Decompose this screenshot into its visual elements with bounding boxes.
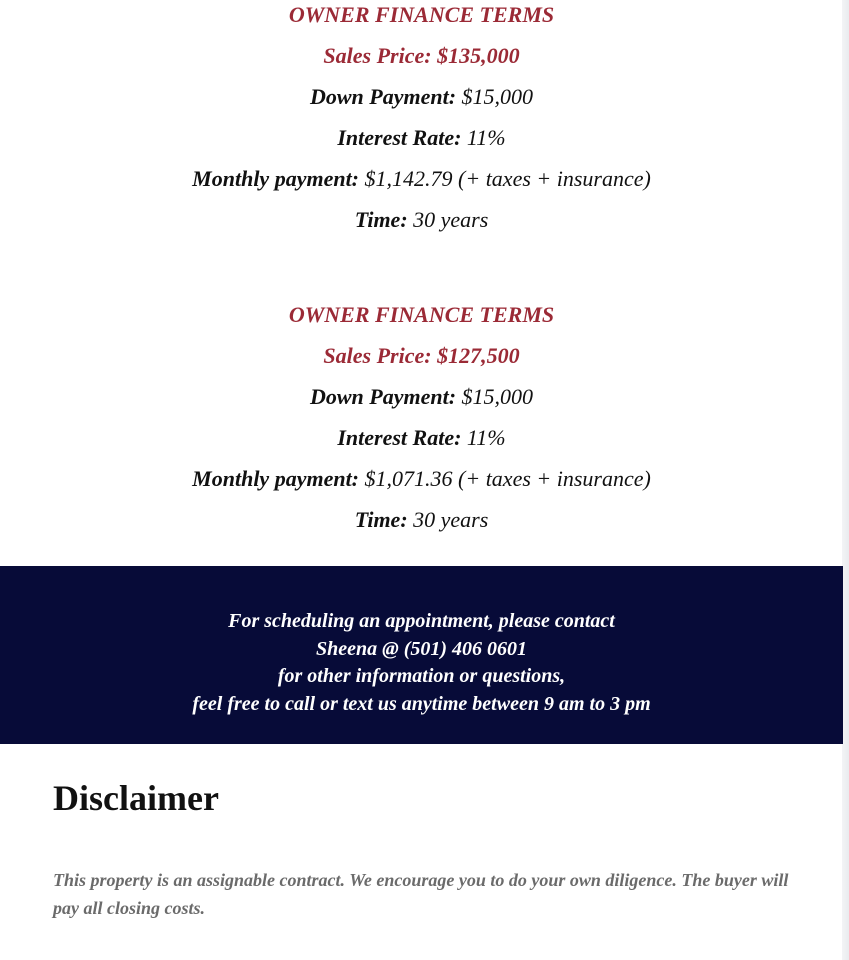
time-row (0, 506, 843, 547)
down-payment-value: $15,000 (456, 84, 534, 109)
time-row (0, 206, 843, 247)
down-payment-row (0, 383, 843, 424)
disclaimer-text: This property is an assignable contract. We encourage you to do your own diligence. The buyer will pay all closing costs. (53, 870, 789, 918)
contact-line-scheduling: For scheduling an appointment, please contact (228, 610, 615, 632)
down-payment-value: $15,000 (456, 384, 534, 409)
interest-rate-value: 11% (461, 425, 506, 450)
sales-price: Sales Price: $127,500 (323, 343, 520, 368)
terms-heading: OWNER FINANCE TERMS (288, 302, 555, 327)
interest-rate-value: 11% (461, 125, 506, 150)
monthly-payment-value: $1,142.79 (+ taxes + insurance) (359, 166, 651, 191)
finance-terms-block-1 (0, 1, 843, 247)
time-value: 30 years (407, 207, 489, 232)
page-edge-shadow (842, 0, 849, 960)
monthly-payment-label: Monthly payment: (192, 466, 360, 491)
sales-price: Sales Price: $135,000 (323, 43, 520, 68)
down-payment-row (0, 83, 843, 124)
contact-text (0, 608, 843, 718)
contact-line-questions: for other information or questions, (277, 665, 566, 687)
down-payment-label: Down Payment: (309, 384, 457, 409)
down-payment-label: Down Payment: (309, 84, 457, 109)
interest-rate-label: Interest Rate: (337, 125, 462, 150)
interest-rate-row (0, 424, 843, 465)
disclaimer-heading: Disclaimer (53, 778, 219, 818)
interest-rate-label: Interest Rate: (337, 425, 462, 450)
finance-terms-block-2 (0, 301, 843, 547)
time-label: Time: (354, 507, 408, 532)
contact-phone[interactable]: Sheena @ (501) 406 0601 (315, 637, 528, 660)
time-value: 30 years (407, 507, 489, 532)
time-label: Time: (354, 207, 408, 232)
contact-line-hours: feel free to call or text us anytime between 9 am to 3 pm (192, 692, 651, 715)
monthly-payment-row (0, 165, 843, 206)
terms-heading: OWNER FINANCE TERMS (288, 2, 555, 27)
monthly-payment-value: $1,071.36 (+ taxes + insurance) (359, 466, 651, 491)
interest-rate-row (0, 124, 843, 165)
monthly-payment-row (0, 465, 843, 506)
contact-banner (0, 566, 843, 744)
monthly-payment-label: Monthly payment: (192, 166, 360, 191)
